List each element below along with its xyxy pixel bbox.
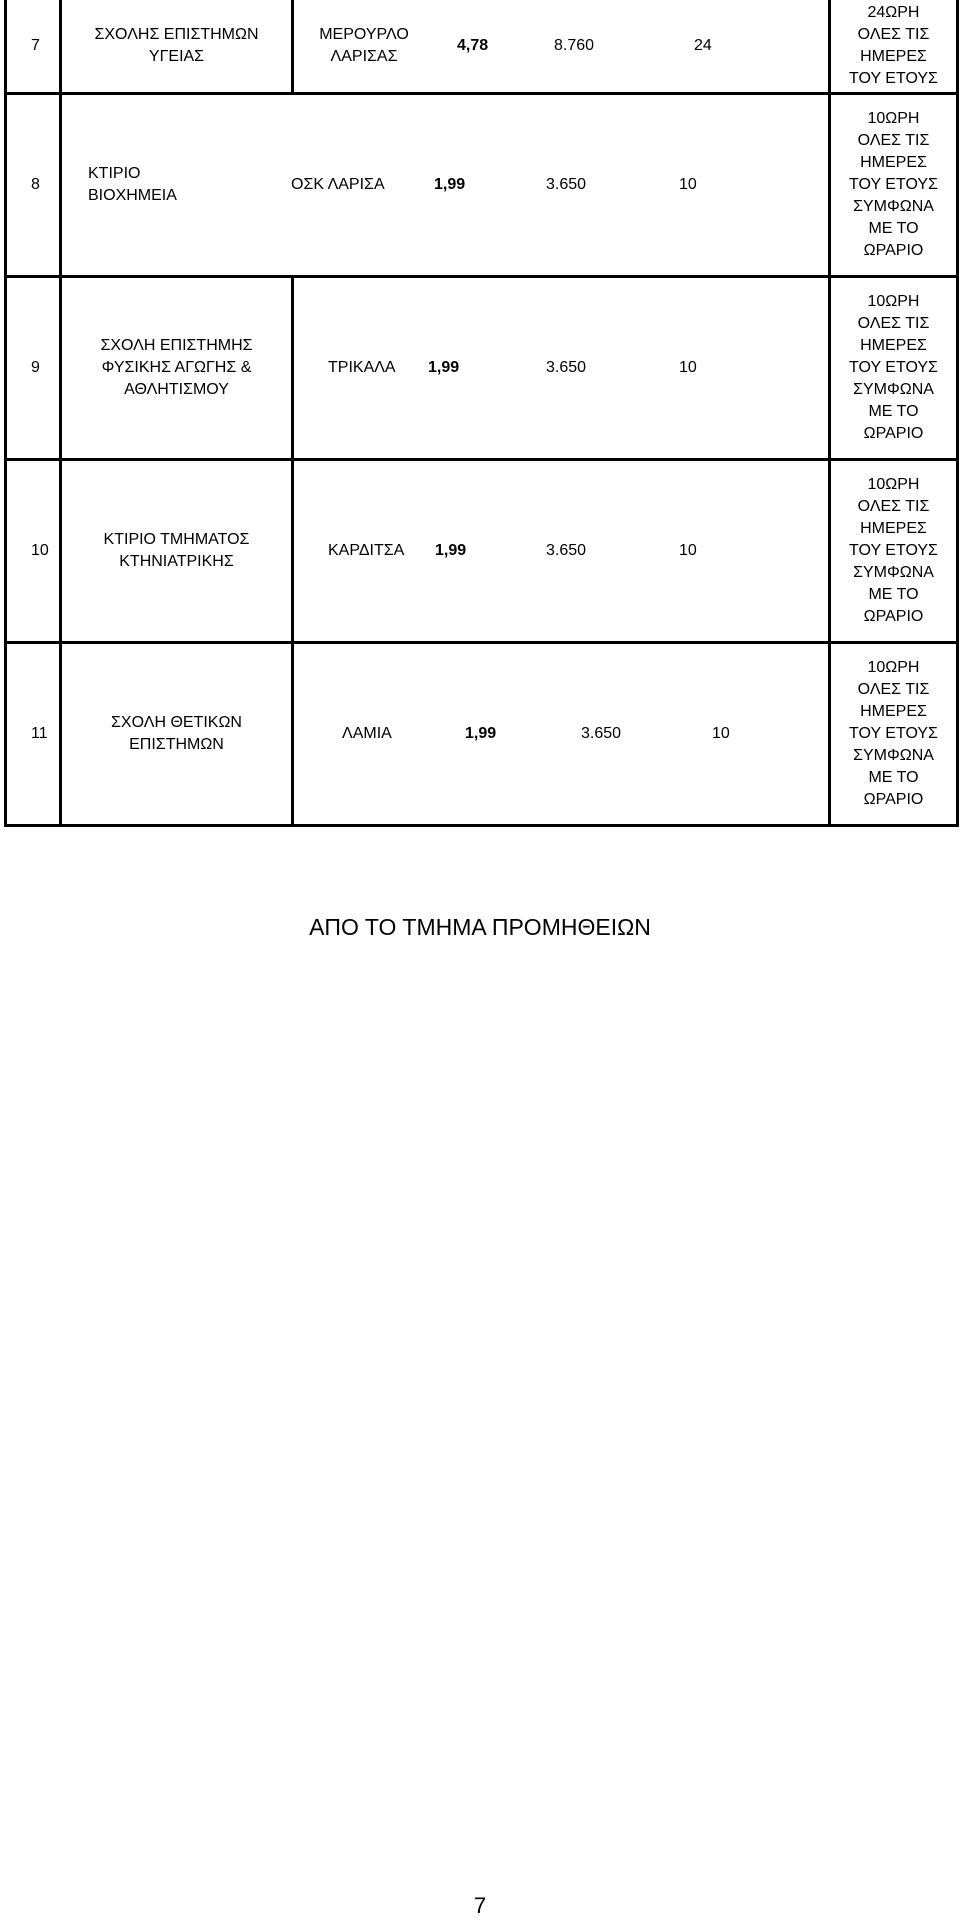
value: 1,99 [465, 725, 497, 742]
row-number: 11 [6, 643, 61, 826]
note-line: ΗΜΕΡΕΣ [860, 337, 927, 354]
note-line: ΗΜΕΡΕΣ [860, 154, 927, 171]
building-name-line: ΑΘΛΗΤΙΣΜΟΥ [124, 381, 229, 398]
note-line: 10ΩΡΗ [867, 293, 920, 310]
note-line: ΩΡΑΡΙΟ [863, 425, 924, 442]
note-line: ΩΡΑΡΙΟ [863, 608, 924, 625]
location [294, 24, 434, 68]
note-line: ΣΥΜΦΩΝΑ [853, 747, 934, 764]
department-footer-title: ΑΠΟ ΤΟ ΤΜΗΜΑ ΠΡΟΜΗΘΕΙΩΝ [309, 914, 651, 940]
location: ΛΑΜΙΑ [342, 725, 392, 742]
amount: 3.650 [546, 359, 587, 376]
buildings-table [4, 0, 959, 827]
note-line: ΟΛΕΣ ΤΙΣ [857, 132, 930, 149]
row-number: 10 [6, 460, 61, 643]
schedule-note [830, 460, 958, 643]
note-line: ΣΥΜΦΩΝΑ [853, 564, 934, 581]
amount: 3.650 [546, 542, 587, 559]
hours: 10 [712, 725, 730, 742]
note-line: ΗΜΕΡΕΣ [860, 520, 927, 537]
note-line: ΗΜΕΡΕΣ [860, 48, 927, 65]
note-line: 10ΩΡΗ [867, 476, 920, 493]
note-line: ΜΕ ΤΟ [868, 403, 919, 420]
location: ΟΣΚ ΛΑΡΙΣΑ [291, 176, 385, 193]
table-row [6, 460, 958, 643]
note-line: ΩΡΑΡΙΟ [863, 242, 924, 259]
schedule-note [830, 0, 958, 94]
note-line: ΤΟΥ ΕΤΟΥΣ [849, 176, 938, 193]
value: 1,99 [435, 542, 467, 559]
note-line: ΜΕ ΤΟ [868, 769, 919, 786]
hours: 24 [694, 37, 712, 54]
row-details [293, 277, 830, 460]
building-name-line: ΦΥΣΙΚΗΣ ΑΓΩΓΗΣ & [101, 359, 252, 376]
note-line: ΤΟΥ ΕΤΟΥΣ [849, 725, 938, 742]
building-name-line: ΣΧΟΛΗ ΕΠΙΣΤΗΜΗΣ [100, 337, 253, 354]
hours: 10 [679, 359, 697, 376]
note-line: ΤΟΥ ΕΤΟΥΣ [849, 542, 938, 559]
table-row [6, 643, 958, 826]
table-row [6, 0, 958, 94]
row-number: 8 [6, 94, 61, 277]
building-name-line: ΣΧΟΛΗ ΘΕΤΙΚΩΝ [111, 714, 242, 731]
note-line: ΣΥΜΦΩΝΑ [853, 381, 934, 398]
note-line: ΟΛΕΣ ΤΙΣ [857, 498, 930, 515]
note-line: ΜΕ ΤΟ [868, 220, 919, 237]
table-row [6, 277, 958, 460]
building-name-line: ΕΠΙΣΤΗΜΩΝ [129, 736, 224, 753]
row-details [293, 460, 830, 643]
page-number: 7 [473, 1893, 487, 1918]
row-number: 7 [6, 0, 61, 94]
amount: 3.650 [546, 176, 587, 193]
hours: 10 [679, 542, 697, 559]
note-line: ΤΟΥ ΕΤΟΥΣ [849, 359, 938, 376]
row-number: 9 [6, 277, 61, 460]
row-details [293, 0, 830, 94]
note-line: 24ΩΡΗ [867, 4, 920, 21]
row-details [61, 94, 830, 277]
building-name [61, 460, 293, 643]
note-line: ΗΜΕΡΕΣ [860, 703, 927, 720]
hours: 10 [679, 176, 697, 193]
building-name-line: ΚΤΗΝΙΑΤΡΙΚΗΣ [119, 553, 234, 570]
building-name [61, 277, 293, 460]
note-line: ΤΟΥ ΕΤΟΥΣ [849, 70, 938, 87]
row-details [293, 643, 830, 826]
table-row [6, 94, 958, 277]
building-name-line: ΣΧΟΛΗΣ ΕΠΙΣΤΗΜΩΝ [94, 26, 259, 43]
value: 1,99 [428, 359, 460, 376]
schedule-note [830, 277, 958, 460]
note-line: ΜΕ ΤΟ [868, 586, 919, 603]
schedule-note [830, 643, 958, 826]
location-line: ΜΕΡΟΥΡΛΟ [319, 26, 409, 43]
note-line: ΩΡΑΡΙΟ [863, 791, 924, 808]
note-line: ΟΛΕΣ ΤΙΣ [857, 315, 930, 332]
location-line: ΛΑΡΙΣΑΣ [330, 48, 398, 65]
amount: 3.650 [581, 725, 622, 742]
location: ΤΡΙΚΑΛΑ [328, 359, 396, 376]
building-name: ΚΤΙΡΙΟ ΒΙΟΧΗΜΕΙΑ [88, 165, 177, 204]
value: 1,99 [434, 176, 466, 193]
note-line: ΣΥΜΦΩΝΑ [853, 198, 934, 215]
amount: 8.760 [554, 37, 595, 54]
building-name-line: ΥΓΕΙΑΣ [148, 48, 205, 65]
value: 4,78 [457, 37, 489, 54]
building-name [61, 643, 293, 826]
note-line: 10ΩΡΗ [867, 110, 920, 127]
note-line: ΟΛΕΣ ΤΙΣ [857, 26, 930, 43]
note-line: 10ΩΡΗ [867, 659, 920, 676]
building-name-line: ΚΤΙΡΙΟ ΤΜΗΜΑΤΟΣ [103, 531, 250, 548]
schedule-note [830, 94, 958, 277]
building-name [61, 0, 293, 94]
note-line: ΟΛΕΣ ΤΙΣ [857, 681, 930, 698]
location: ΚΑΡΔΙΤΣΑ [328, 542, 405, 559]
